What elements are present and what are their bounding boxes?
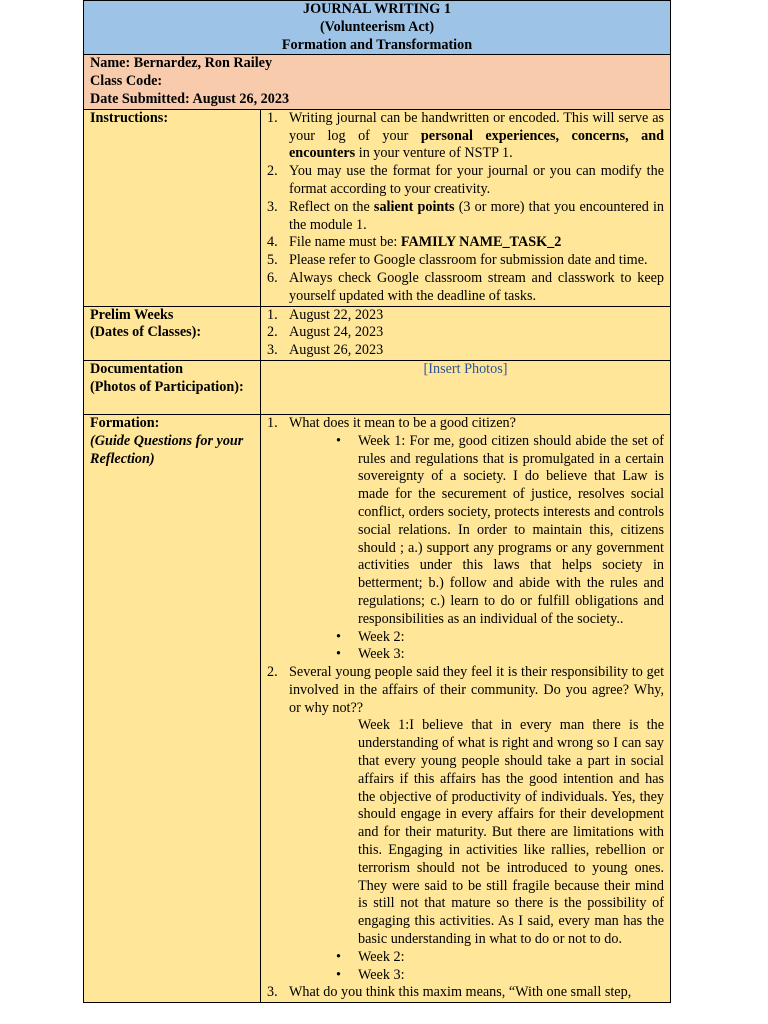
journal-header [84,1,671,55]
prelim-date-item: 2. August 24, 2023 [267,324,384,341]
journal-subtitle-2: Formation and Transformation [281,36,473,53]
formation-label: Formation: (Guide Questions for your Reflection) [84,414,261,1002]
class-code: Class Code: [90,73,163,90]
week-list [289,433,664,664]
week-answer-block [289,717,664,948]
instructions-list [267,110,664,306]
journal-title: JOURNAL WRITING 1 [303,1,451,17]
student-name: Name: Bernardez, Ron Railey [90,55,273,72]
prelim-date-list [267,307,664,360]
question-item: 1. What does it mean to be a good citizen? • Week 1: For me, good citizen should abide the set of rules and regulations that is promulgated in a certain sovereignty of a society. I do believe that Law is made for the securement of justice, resolves social conflict, orders society, protects interests and controls social relations. In order to maintain this, citizens should ; a.) support any programs or any government activities under this laws that helps society in betterment; b.) follow and abide with the rules and regulations; c.) learn to do or fulfill obligations and responsibilities as an individual of the society.. • Week 2: • Week 3: [267,415,664,664]
prelim-dates [261,306,671,360]
journal-table [83,0,671,1003]
date-submitted: Date Submitted: August 26, 2023 [90,90,290,107]
question-text: What do you think this maxim means, “With one small step, [289,984,632,1001]
guide-questions-label: (Guide Questions for your Reflection) [90,432,244,467]
formation-row [84,414,671,1002]
week-list [289,949,664,985]
week-answer: • Week 3: [334,967,664,985]
documentation-label: Documentation (Photos of Participation): [84,360,261,414]
documentation-content [261,360,671,414]
question-text: What does it mean to be a good citizen? [289,414,516,431]
question-item: 3. What do you think this maxim means, “With one small step, [267,984,632,1001]
prelim-row [84,306,671,360]
week-answer: • Week 2: [334,949,664,967]
instructions-content [261,109,671,306]
instruction-item: 2. You may use the format for your journal or you can modify the format according to your creativity. [267,163,665,197]
week-answer: Week 1:I believe that in every man there is the understanding of what is right and wrong so I can say that every young people should take a part in social affairs if this affairs has the good intention and has the objective of productivity of individuals. Yes, they should engage in every affairs for their development and for their maturity. But there are limitations with this. Engaging in activities like rallies, rebellion or terrorism should not be introduced to young ones. They were said to be still fragile because their mind is still not that mature so there is the possibility of engaging this activities. As I said, every man has the basic understanding in what to do or not to do. [358,717,665,948]
question-item: 2. Several young people said they feel it is their responsibility to get involved in the affairs of their community. Do you agree? Why, or why not?? Week 1:I believe that in every man there is the understanding of what is right and wrong so I can say that every young people should take a part in social affairs if this affairs has the good intention and has the objective of productivity of individuals. Yes, they should engage in every affairs for their development and for their maturity. But there are limitations with this. Engaging in activities like rallies, rebellion or terrorism should not be introduced to young ones. They were said to be still fragile because their mind is still not that mature so there is the possibility of engaging this activities. As I said, every man has the basic understanding in what to do or not to do. • Week 2: • Week 3: [267,664,664,984]
instructions-label: Instructions: [84,109,261,306]
instruction-item: 5. Please refer to Google classroom for submission date and time. [267,252,648,269]
instructions-row [84,109,671,306]
question-list [267,415,664,1002]
instruction-item: 6. Always check Google classroom stream and classwork to keep yourself updated with the deadline of tasks. [267,269,665,304]
insert-photos-placeholder[interactable]: [Insert Photos] [423,360,508,377]
formation-content [261,414,671,1002]
journal-subtitle: (Volunteerism Act) [319,18,435,35]
student-row [84,55,671,109]
student-info [84,55,671,109]
documentation-row [84,360,671,414]
instruction-item: 1. Writing journal can be handwritten or encoded. This will serve as your log of your personal experiences, concerns, and encounters in your venture of NSTP 1. [267,109,665,162]
header-row [84,1,671,55]
prelim-date-item: 1. August 22, 2023 [267,306,384,323]
week-answer: • Week 1: For me, good citizen should abide the set of rules and regulations that is promulgated in a certain sovereignty of a society. I do believe that Law is made for the securement of justice, resolves social conflict, orders society, protects interests and controls social relations. In order to maintain this, citizens should ; a.) support any programs or any government activities under this laws that helps society in betterment; b.) follow and abide with the rules and regulations; c.) learn to do or fulfill obligations and responsibilities as an individual of the society.. [334,433,664,629]
instruction-item: 4. File name must be: FAMILY NAME_TASK_2 [267,234,562,251]
prelim-label: Prelim Weeks (Dates of Classes): [84,306,261,360]
question-text: Several young people said they feel it is their responsibility to get involved in the affairs of their community. Do you agree? Why, or why not?? [289,664,665,716]
instruction-item: 3. Reflect on the salient points (3 or more) that you encountered in the module 1. [267,198,664,233]
week-answer: • Week 2: [334,629,664,647]
week-answer: • Week 3: [334,646,664,664]
prelim-date-item: 3. August 26, 2023 [267,342,384,359]
